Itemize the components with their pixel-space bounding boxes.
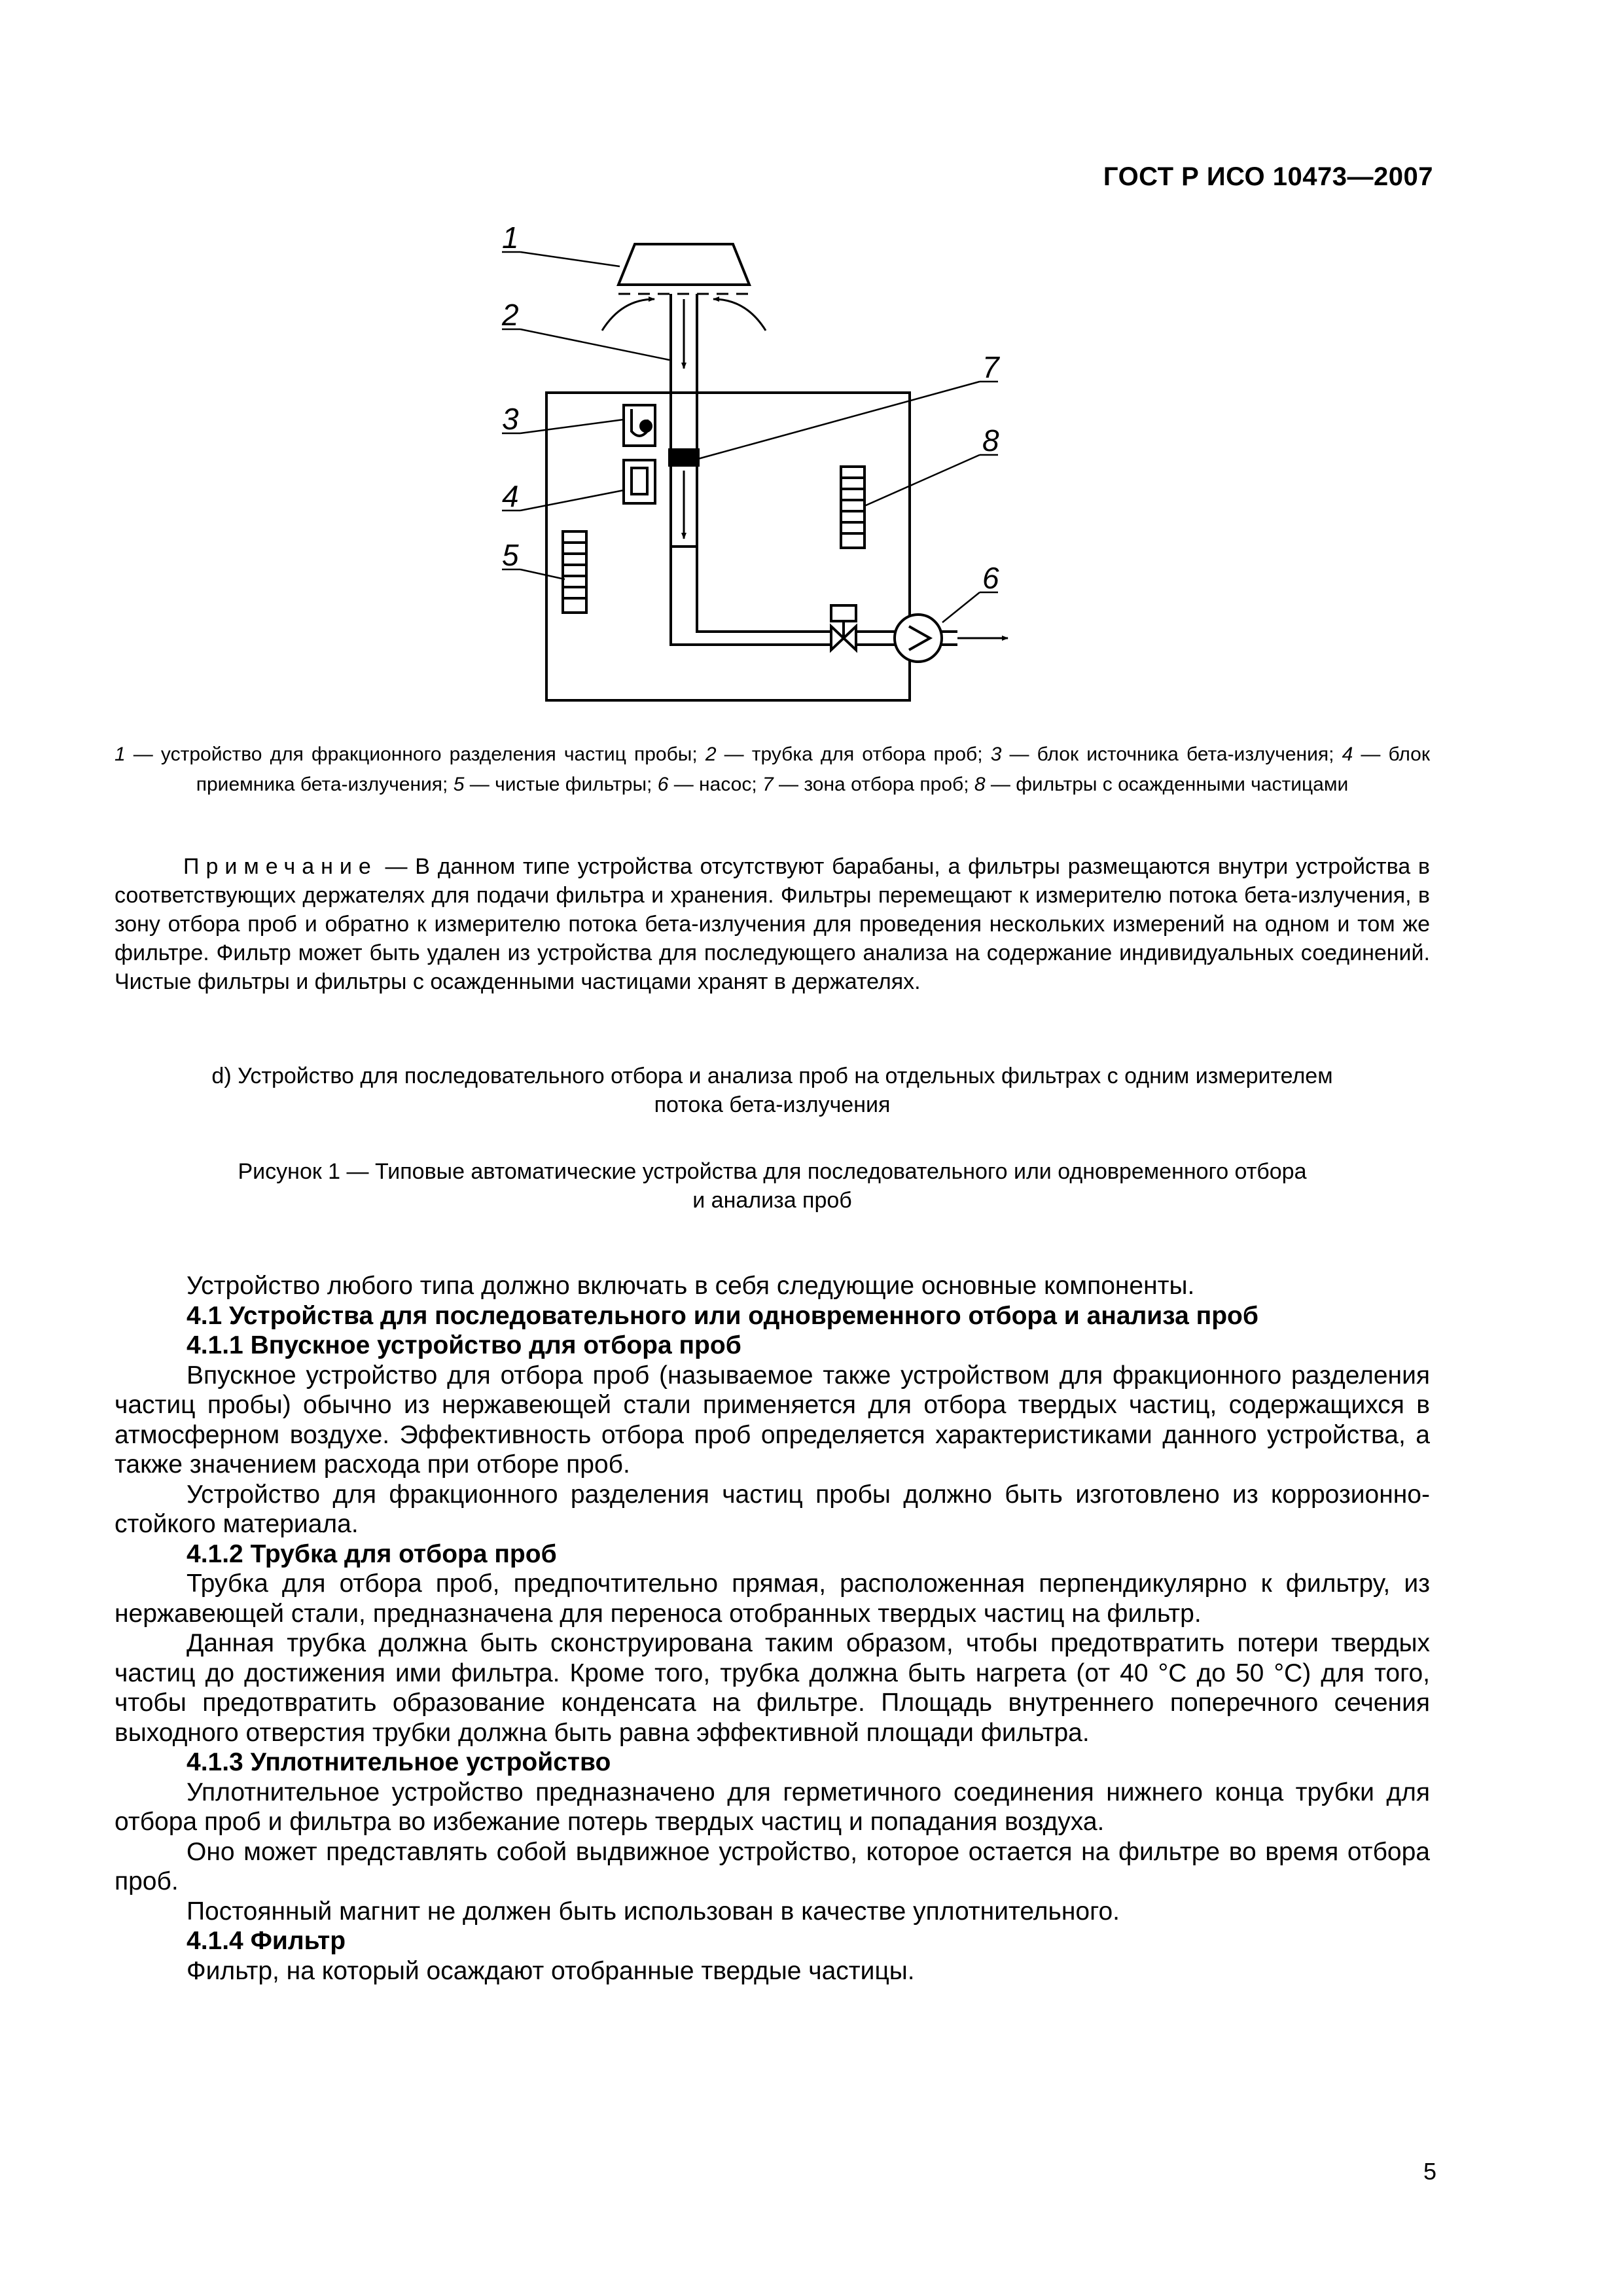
section-heading: 4.1.1 Впускное устройство для отбора проб	[187, 1331, 741, 1359]
page-number: 5	[1423, 2158, 1436, 2185]
callout-7: 7	[982, 350, 999, 384]
callout-2: 2	[502, 298, 519, 332]
legend-text: — чистые фильтры;	[464, 774, 658, 795]
subfigure-caption-line: d) Устройство для последовательного отбора и анализа проб на отдельных фильтрах с одним измерителем	[211, 1064, 1333, 1088]
legend-num: 3	[990, 744, 1002, 765]
paragraph: Трубка для отбора проб, предпочтительно прямая, расположенная перпендикулярно к фильтру, из нержавеющей стали, предназначена для переноса отобранных твердых частиц на фильтр.	[115, 1570, 1430, 1628]
body-text	[115, 1271, 1430, 1986]
paragraph: Фильтр, на который осаждают отобранные твердые частицы.	[187, 1956, 915, 1985]
legend-text: — фильтры с осажденными частицами	[985, 774, 1349, 795]
device-diagram	[474, 226, 1090, 723]
legend-num: 2	[705, 744, 717, 765]
paragraph: Оно может представлять собой выдвижное устройство, которое остается на фильтре во время отбора проб.	[115, 1837, 1430, 1895]
figure-caption-line: Рисунок 1 — Типовые автоматические устройства для последовательного или одновременного отбора	[238, 1159, 1307, 1184]
subfigure-caption-line: потока бета-излучения	[654, 1092, 891, 1117]
legend-text: — блок источника бета-излучения;	[1001, 744, 1342, 765]
legend-num: 8	[974, 774, 986, 795]
document-id: ГОСТ Р ИСО 10473—2007	[1103, 162, 1433, 191]
callout-6: 6	[982, 561, 999, 595]
section-heading: 4.1.3 Уплотнительное устройство	[187, 1748, 611, 1776]
callout-8: 8	[982, 423, 999, 457]
callout-3: 3	[502, 402, 519, 436]
legend-text: — трубка для отбора проб;	[716, 744, 991, 765]
pipe-outer	[671, 547, 831, 645]
note-text: — В данном типе устройства отсутствуют барабаны, а фильтры размещаются внутри устройства в соответствующих держателях для подачи фильтра и хранения. Фильтры перемещают к измерителю потока бета-излучения, в зону отбора проб и обратно к измерителю потока бета-излучения для проведения нескольких измерений на одном и том же фильтре. Фильтр может быть удален из устройства для последующего анализа на содержание индивидуальных соединений. Чистые фильтры и фильтры с осажденными частицами хранят в держателях.	[115, 854, 1430, 994]
legend-num: 5	[453, 774, 465, 795]
section-heading: 4.1.2 Трубка для отбора проб	[187, 1539, 557, 1568]
legend-num: 6	[657, 774, 669, 795]
legend-num: 4	[1342, 744, 1353, 765]
legend-text: — насос;	[668, 774, 763, 795]
paragraph: Уплотнительное устройство предназначено для герметичного соединения нижнего конца трубки для отбора проб и фильтра во избежание потерь твердых частиц и попадания воздуха.	[115, 1778, 1430, 1836]
legend-num: 1	[115, 744, 126, 765]
callout-4: 4	[502, 479, 519, 513]
legend-text: — зона отбора проб;	[773, 774, 974, 795]
pump	[895, 615, 942, 662]
paragraph: Впускное устройство для отбора проб (называемое также устройством для фракционного разделения частиц пробы) обычно из нержавеющей стали применяется для отбора твердых частиц, содержащихся в атмосферном воздухе. Эффективность отбора проб определяется характеристиками данного устройства, а также значением расхода при отборе проб.	[115, 1361, 1430, 1479]
figure-note	[115, 852, 1430, 996]
subfigure-caption	[115, 1062, 1430, 1119]
figure-caption-line: и анализа проб	[692, 1188, 852, 1213]
paragraph: Данная трубка должна быть сконструирована таким образом, чтобы предотвратить потери твердых частиц до достижения ими фильтра. Кроме того, трубка должна быть нагрета (от 40 °С до 50 °С) для того, чтобы предотвратить образование конденсата на фильтре. Площадь внутреннего поперечного сечения выходного отверстия трубки должна быть равна эффективной площади фильтра.	[115, 1629, 1430, 1747]
section-heading: 4.1 Устройства для последовательного или одновременного отбора и анализа проб	[187, 1301, 1258, 1330]
paragraph: Устройство для фракционного разделения частиц пробы должно быть изготовлено из коррозионно-стойкого материала.	[115, 1480, 1430, 1538]
legend-text: — устройство для фракционного разделения частиц пробы;	[125, 744, 705, 765]
inlet-hood	[618, 244, 749, 285]
figure-caption	[115, 1157, 1430, 1215]
pipe-inner	[697, 547, 831, 632]
section-heading: 4.1.4 Фильтр	[187, 1927, 346, 1955]
loaded-filters	[841, 467, 865, 548]
callout-5: 5	[502, 538, 519, 572]
clean-filters	[563, 531, 586, 613]
note-label: Примечание	[183, 854, 378, 879]
beta-source-block	[624, 405, 655, 446]
figure-legend	[115, 740, 1430, 800]
paragraph: Постоянный магнит не должен быть использован в качестве уплотнительного.	[187, 1897, 1120, 1926]
callout-1: 1	[502, 226, 519, 255]
legend-num: 7	[762, 774, 774, 795]
beta-receiver-block	[624, 460, 655, 503]
legend-text: — блок приемника бета-излучения;	[196, 744, 1430, 795]
valve	[831, 605, 856, 650]
sampling-zone	[669, 450, 698, 465]
paragraph: Устройство любого типа должно включать в себя следующие основные компоненты.	[187, 1272, 1195, 1300]
